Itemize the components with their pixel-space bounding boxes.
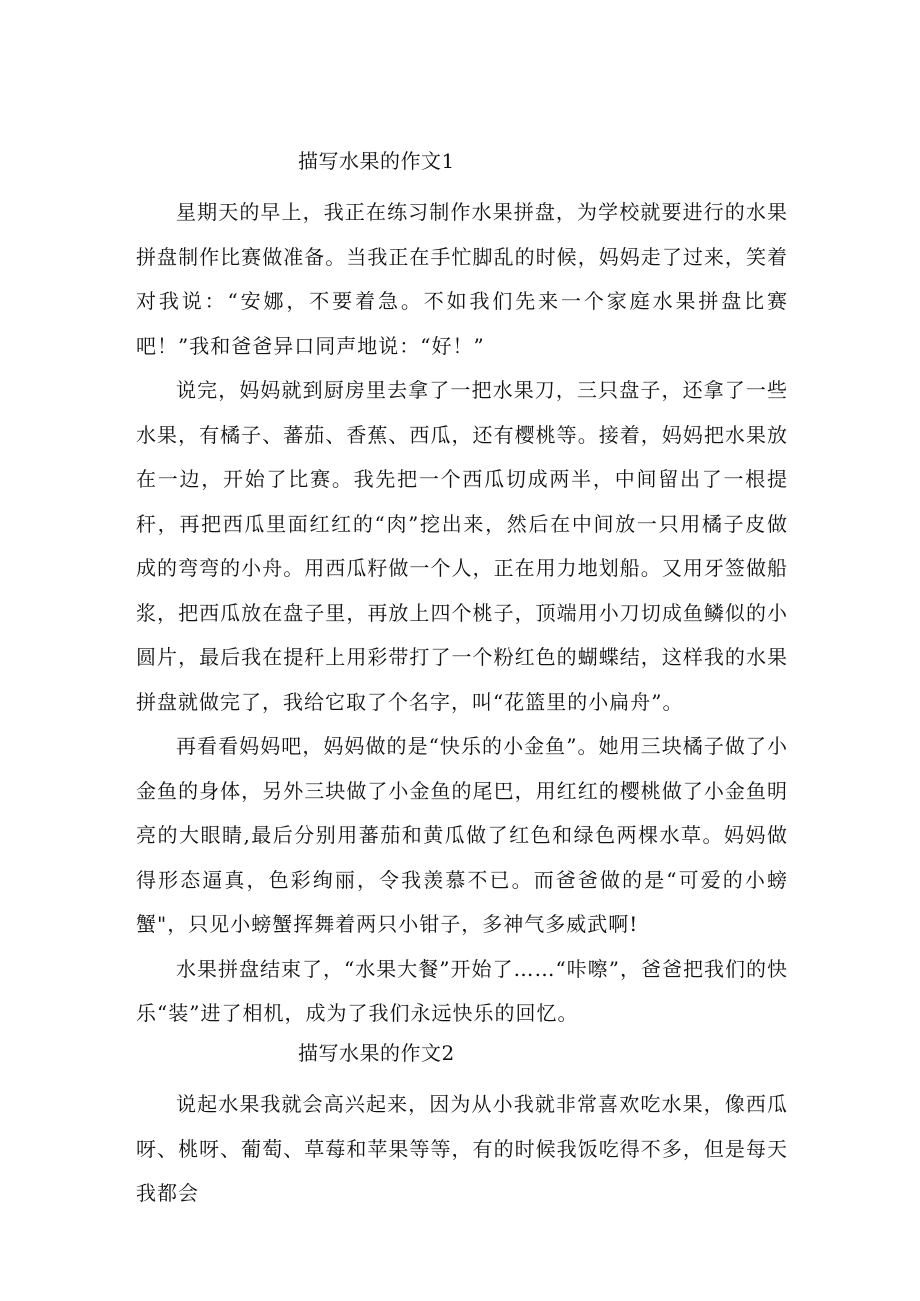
essay-1-title: 描写水果的作文1 — [298, 149, 455, 173]
essay-1-paragraph-1: 星期天的早上，我正在练习制作水果拼盘，为学校就要进行的水果拼盘制作比赛做准备。当我正在手忙脚乱的时候，妈妈走了过来，笑着对我说：“安娜，不要着急。不如我们先来一个家庭水果拼盘比赛吧！”我和爸爸异口同声地说：“好！” — [136, 200, 788, 358]
essay-2-paragraph-1: 说起水果我就会高兴起来，因为从小我就非常喜欢吃水果，像西瓜呀、桃呀、葡萄、草莓和苹果等等，有的时候我饭吃得不多，但是每天我都会 — [136, 1092, 788, 1205]
essay-1 — [136, 144, 788, 1036]
essay-1-paragraph-3: 再看看妈妈吧，妈妈做的是“快乐的小金鱼”。她用三块橘子做了小金鱼的身体，另外三块做了小金鱼的尾巴，用红红的樱桃做了小金鱼明亮的大眼睛,最后分别用蕃茄和黄瓜做了红色和绿色两棵水草。妈妈做得形态逼真，色彩绚丽，令我羡慕不已。而爸爸做的是“可爱的小螃蟹"，只见小螃蟹挥舞着两只小钳子，多神气多威武啊! — [136, 734, 788, 936]
essay-2 — [136, 1036, 788, 1216]
essay-2-title: 描写水果的作文2 — [298, 1041, 455, 1065]
essay-1-paragraph-4: 水果拼盘结束了，“水果大餐”开始了……“咔嚓”，爸爸把我们的快乐“装”进了相机，成为了我们永远快乐的回忆。 — [136, 956, 788, 1025]
essay-1-paragraph-2: 说完，妈妈就到厨房里去拿了一把水果刀，三只盘子，还拿了一些水果，有橘子、蕃茄、香蕉、西瓜，还有樱桃等。接着，妈妈把水果放在一边，开始了比赛。我先把一个西瓜切成两半，中间留出了一根提秆，再把西瓜里面红红的“肉”挖出来，然后在中间放一只用橘子皮做成的弯弯的小舟。用西瓜籽做一个人，正在用力地划船。又用牙签做船浆，把西瓜放在盘子里，再放上四个桃子，顶端用小刀切成鱼鳞似的小圆片，最后我在提秆上用彩带打了一个粉红色的蝴蝶结，这样我的水果拼盘就做完了，我给它取了个名字，叫“花篮里的小扁舟”。 — [136, 378, 788, 714]
